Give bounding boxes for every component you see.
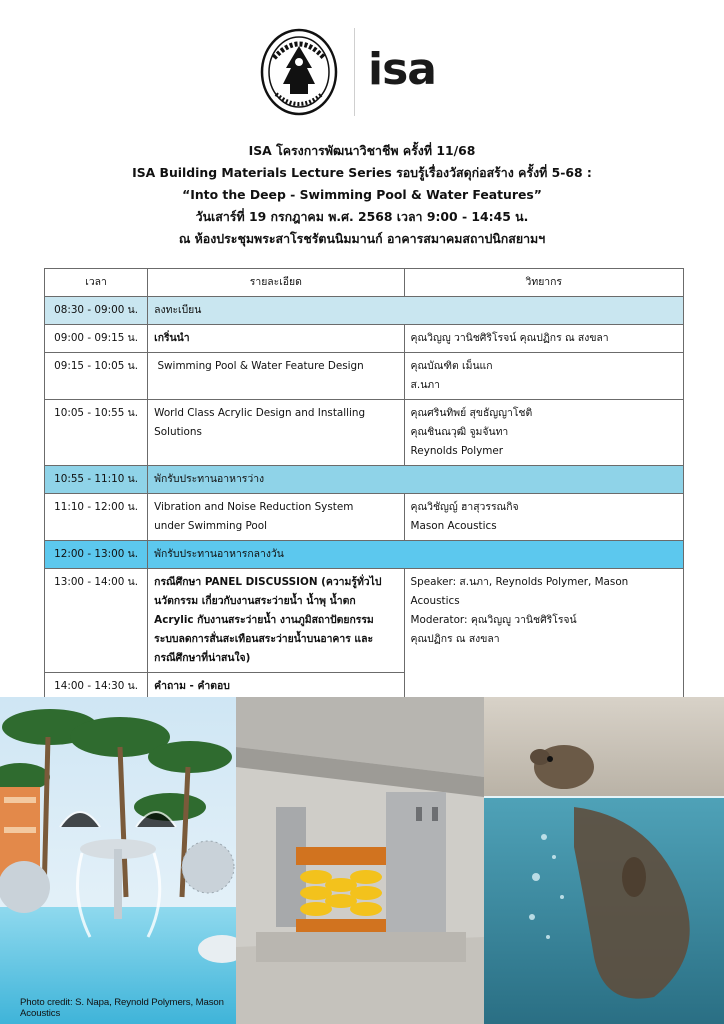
- row-speaker: [404, 353, 683, 400]
- row-detail: เกริ่นนำ: [148, 325, 404, 353]
- speaker-line: Reynolds Polymer: [410, 445, 504, 457]
- header-speaker: วิทยากร: [404, 269, 683, 297]
- table-row: [45, 466, 684, 494]
- schedule-table: [44, 268, 684, 729]
- speaker-line: คุณวิชัญญ์ ฮาสุวรรณกิจ: [410, 501, 519, 513]
- speaker-line: คุณปฏิกร ณ สงขลา: [410, 633, 500, 645]
- detail-line: ระบบลดการสั่นสะเทือนสระว่ายน้ำบนอาคาร และ: [154, 633, 374, 645]
- spring-isolator-photo: [236, 697, 484, 1024]
- row-detail: [148, 494, 404, 541]
- detail-line: นวัตกรรม เกี่ยวกับงานสระว่ายน้ำ น้ำพุ น้ำตก: [154, 595, 356, 607]
- row-time: 13:00 - 14:00 น.: [45, 569, 148, 673]
- title-line-2: ISA Building Materials Lecture Series รอบรู้เรื่องวัสดุก่อสร้าง ครั้งที่ 5-68 :: [132, 165, 592, 180]
- row-speaker: คุณวิญญู วานิชศิริโรจน์ คุณปฏิกร ณ สงขลา: [404, 325, 683, 353]
- detail-line: Acrylic กับงานสระว่ายน้ำ งานภูมิสถาปัตยกรรม: [154, 614, 374, 626]
- speaker-line: Speaker: ส.นภา, Reynolds Polymer, Mason: [410, 576, 629, 588]
- water-feature-photo: [0, 697, 236, 1024]
- table-row: [45, 297, 684, 325]
- speaker-line: Moderator: คุณวิญญู วานิชศิริโรจน์: [410, 614, 577, 626]
- row-detail: ลงทะเบียน: [148, 297, 684, 325]
- isa-seal-logo: [260, 28, 338, 116]
- isa-logo: isa: [368, 44, 436, 95]
- detail-line: Vibration and Noise Reduction System: [154, 501, 354, 513]
- title-line-1: ISA โครงการพัฒนาวิชาชีพ ครั้งที่ 11/68: [248, 143, 476, 158]
- row-time: 11:10 - 12:00 น.: [45, 494, 148, 541]
- logo-divider: [354, 28, 355, 116]
- row-time: 09:15 - 10:05 น.: [45, 353, 148, 400]
- row-speaker: [404, 494, 683, 541]
- speaker-line: คุณชินณวุฒิ จูมจันทา: [410, 426, 509, 438]
- row-speaker: [404, 400, 683, 466]
- photo-credit: Photo credit: S. Napa, Reynold Polymers, Mason Acoustics: [20, 997, 224, 1019]
- header-logos: [0, 26, 724, 120]
- speaker-line: Acoustics: [410, 595, 460, 607]
- row-speaker: [404, 569, 683, 701]
- table-row: [45, 353, 684, 400]
- row-detail: Swimming Pool & Water Feature Design: [148, 353, 404, 400]
- otter-photo: [484, 697, 724, 1024]
- photo-strip: [0, 697, 724, 1024]
- row-detail: พักรับประทานอาหารกลางวัน: [148, 541, 684, 569]
- title-line-4: วันเสาร์ที่ 19 กรกฎาคม พ.ศ. 2568 เวลา 9:00 - 14:45 น.: [195, 209, 529, 224]
- title-line-3: “Into the Deep - Swimming Pool & Water Features”: [182, 187, 542, 202]
- speaker-line: คุณศรินทิพย์ สุขธัญญาโชติ: [410, 407, 533, 419]
- row-detail: พักรับประทานอาหารว่าง: [148, 466, 684, 494]
- row-time: 10:05 - 10:55 น.: [45, 400, 148, 466]
- event-title: [0, 140, 724, 250]
- row-time: 14:00 - 14:30 น.: [45, 673, 148, 701]
- table-row: [45, 400, 684, 466]
- detail-line: World Class Acrylic Design and Installing: [154, 407, 366, 419]
- detail-line: กรณีศึกษา PANEL DISCUSSION (ความรู้ทั่วไป: [154, 576, 382, 588]
- row-detail: [148, 400, 404, 466]
- table-row: [45, 569, 684, 673]
- row-time: 08:30 - 09:00 น.: [45, 297, 148, 325]
- table-row: [45, 494, 684, 541]
- row-time: 10:55 - 11:10 น.: [45, 466, 148, 494]
- row-detail: คำถาม - คำตอบ: [148, 673, 404, 701]
- table-header-row: [45, 269, 684, 297]
- detail-line: Solutions: [154, 426, 202, 438]
- detail-line: under Swimming Pool: [154, 520, 267, 532]
- speaker-line: Mason Acoustics: [410, 520, 497, 532]
- header-detail: รายละเอียด: [148, 269, 404, 297]
- table-row: [45, 325, 684, 353]
- table-row: [45, 541, 684, 569]
- speaker-line: ส.นภา: [410, 379, 440, 391]
- row-detail: [148, 569, 404, 673]
- title-line-5: ณ ห้องประชุมพระสาโรชรัตนนิมมานก์ อาคารสมาคมสถาปนิกสยามฯ: [178, 231, 546, 246]
- row-time: 09:00 - 09:15 น.: [45, 325, 148, 353]
- header-time: เวลา: [45, 269, 148, 297]
- detail-line: กรณีศึกษาที่น่าสนใจ): [154, 652, 251, 664]
- speaker-line: คุณบัณฑิต เม็นแก: [410, 360, 493, 372]
- row-time: 12:00 - 13:00 น.: [45, 541, 148, 569]
